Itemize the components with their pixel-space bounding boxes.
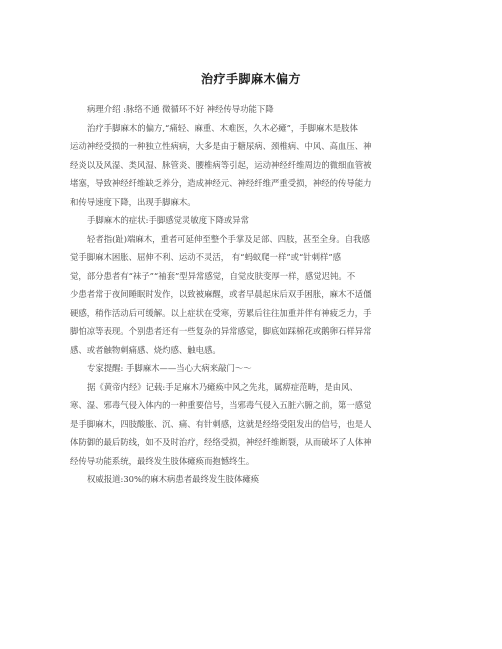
paragraph-line: 觉手脚麻木困胀、屈伸不利、运动不灵活， 有“蚂蚁爬一样”或“针刺样”感 (70, 252, 342, 262)
paragraph-line: 觉，部分患者有“袜子”“袖套”型异常感觉，自觉皮肤变厚一样，感觉迟钝。不 (70, 270, 356, 281)
pathology-intro: 病理介绍 :脉络不通 微循环不好 神经传导功能下降 (87, 104, 274, 114)
paragraph-line: 少患者常于夜间睡眠时发作，以致被麻醒，或者早晨起床后双手困胀，麻木不适僵 (70, 289, 372, 299)
paragraph-line: 脚怕凉等表现。个别患者还有一些复杂的异常感觉，脚底如踩棉花或鹅卵石样异常 (70, 326, 372, 336)
authoritative-report: 权威报道:30%的麻木病患者最终发生肢体瘫痪 (87, 474, 260, 484)
paragraph-line: 据《黄帝内经》记载:手足麻木乃瘫痪中风之先兆，属痹症范畴，是由风、 (87, 381, 358, 392)
paragraph-line: 寒、湿、邪毒气侵入体内的一种重要信号，当邪毒气侵入五脏六腑之前，第一感觉 (70, 400, 372, 410)
paragraph-line: 体防御的最后防线，如不及时治疗，经络受损，神经纤维断裂，从而破坏了人体神 (70, 437, 372, 447)
paragraph-line: 经炎以及风湿、类风湿、脉管炎、腰椎病等引起，运动神经纤维周边的微细血管被 (70, 159, 372, 170)
paragraph-line: 堵塞，导致神经纤维缺乏养分，造成神经元、神经纤维严重受损，神经的传导能力 (70, 178, 372, 188)
document-title: 治疗手脚麻木偏方 (200, 72, 301, 86)
paragraph-line: 轻者指(趾)端麻木，重者可延伸至整个手掌及足部、四肢，甚至全身。自我感 (87, 233, 370, 244)
paragraph-line: 和传导速度下降，出现手脚麻木。 (70, 196, 196, 207)
symptoms-heading: 手脚麻木的症状:手脚感觉灵敏度下降或异常 (87, 215, 249, 225)
paragraph-line: 硬感，稍作活动后可缓解。以上症状在受寒，劳累后往往加重并伴有神疲乏力，手 (70, 307, 372, 318)
expert-reminder: 专家提醒: 手脚麻木——当心大病来敲门～～ (87, 363, 252, 373)
paragraph-line: 运动神经受损的一种独立性病病，大多是由于糖尿病、颈椎病、中风、高血压、神 (70, 141, 372, 151)
paragraph-line: 感、或者触物刺痛感、烧灼感、触电感。 (70, 344, 221, 355)
paragraph-line: 是手脚麻木，四肢酸胀、沉、痛、有针刺感，这就是经络受阻发出的信号，也是人 (70, 418, 372, 429)
paragraph-line: 治疗手脚麻木的偏方,“痛轻、麻重、木难医，久木必瘫”，手脚麻木是肢体 (87, 122, 358, 133)
paragraph-line: 经传导功能系统，最终发生肢体瘫痪而抱憾终生。 (70, 455, 255, 466)
document-body (70, 100, 434, 489)
